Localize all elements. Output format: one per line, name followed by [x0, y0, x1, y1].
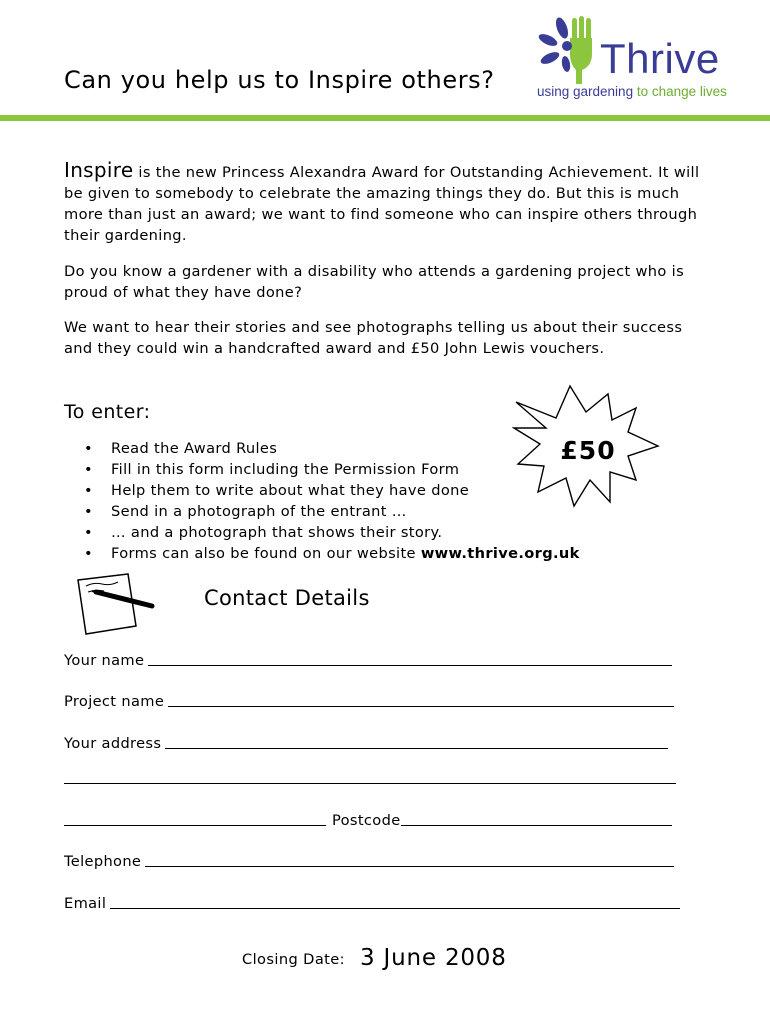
list-item	[84, 501, 580, 522]
your-name-field[interactable]	[64, 648, 672, 670]
address-line-2-field[interactable]	[64, 766, 676, 788]
entry-steps-list	[84, 438, 580, 564]
logo-wordmark: Thrive	[600, 35, 720, 82]
logo-tagline-part2: to change lives	[633, 84, 727, 99]
list-item-text: Send in a photograph of the entrant …	[111, 503, 407, 520]
intro-paragraph-2: Do you know a gardener with a disability who attends a gardening project who is proud of what they have done?	[64, 263, 685, 301]
list-item	[84, 522, 580, 543]
telephone-field[interactable]	[64, 849, 674, 871]
postcode-label: Postcode	[332, 812, 401, 829]
logo-tagline-part1: using gardening	[537, 84, 634, 99]
bullet-icon: •	[84, 545, 93, 562]
telephone-line[interactable]	[145, 866, 674, 867]
page-title: Can you help us to Inspire others?	[64, 66, 495, 94]
your-name-label: Your name	[64, 652, 145, 669]
project-name-label: Project name	[64, 693, 165, 710]
telephone-label: Telephone	[64, 853, 142, 870]
list-item-text: Forms can also be found on our website	[111, 545, 421, 562]
list-item	[84, 459, 580, 480]
list-item-text: Read the Award Rules	[111, 440, 278, 457]
email-label: Email	[64, 895, 107, 912]
list-item-text: Fill in this form including the Permission Form	[111, 461, 460, 478]
your-address-label: Your address	[64, 735, 162, 752]
closing-date-value: 3 June 2008	[360, 945, 507, 971]
intro-paragraph-1	[64, 160, 704, 246]
intro-paragraph-1-text: is the new Princess Alexandra Award for Outstanding Achievement. It will be given to somebody to celebrate the amazing things they do. But this is much more than just an award; we want to find someone who can inspire others through their gardening.	[64, 164, 700, 244]
starburst-icon	[512, 380, 660, 510]
your-name-line[interactable]	[148, 665, 672, 666]
list-item	[84, 438, 580, 459]
address-line-2[interactable]	[64, 783, 676, 784]
email-field[interactable]	[64, 891, 680, 913]
list-item-text: Help them to write about what they have done	[111, 482, 470, 499]
bullet-icon: •	[84, 461, 93, 478]
email-line[interactable]	[110, 908, 680, 909]
prize-amount: £50	[560, 436, 616, 465]
notepad-pen-icon	[72, 572, 156, 638]
to-enter-heading: To enter:	[64, 401, 151, 423]
bullet-icon: •	[84, 482, 93, 499]
bullet-icon: •	[84, 440, 93, 457]
header-divider	[0, 115, 770, 121]
postcode-line[interactable]	[401, 825, 672, 826]
list-item	[84, 543, 580, 564]
lead-word: Inspire	[64, 158, 134, 182]
address-line-3[interactable]	[64, 825, 326, 826]
bullet-icon: •	[84, 503, 93, 520]
bullet-icon: •	[84, 524, 93, 541]
list-item-text: … and a photograph that shows their story.	[111, 524, 443, 541]
postcode-field[interactable]	[64, 808, 672, 830]
list-item	[84, 480, 580, 501]
logo-tagline	[537, 84, 727, 99]
contact-details-heading: Contact Details	[204, 586, 370, 610]
your-address-line[interactable]	[165, 748, 668, 749]
project-name-line[interactable]	[168, 706, 674, 707]
website-link[interactable]: www.thrive.org.uk	[420, 545, 580, 562]
intro-paragraph-3: We want to hear their stories and see photographs telling us about their success and they could win a handcrafted award and £50 John Lewis vouchers.	[64, 319, 683, 357]
closing-date-label: Closing Date:	[242, 951, 345, 968]
your-address-field[interactable]	[64, 731, 668, 753]
project-name-field[interactable]	[64, 689, 674, 711]
